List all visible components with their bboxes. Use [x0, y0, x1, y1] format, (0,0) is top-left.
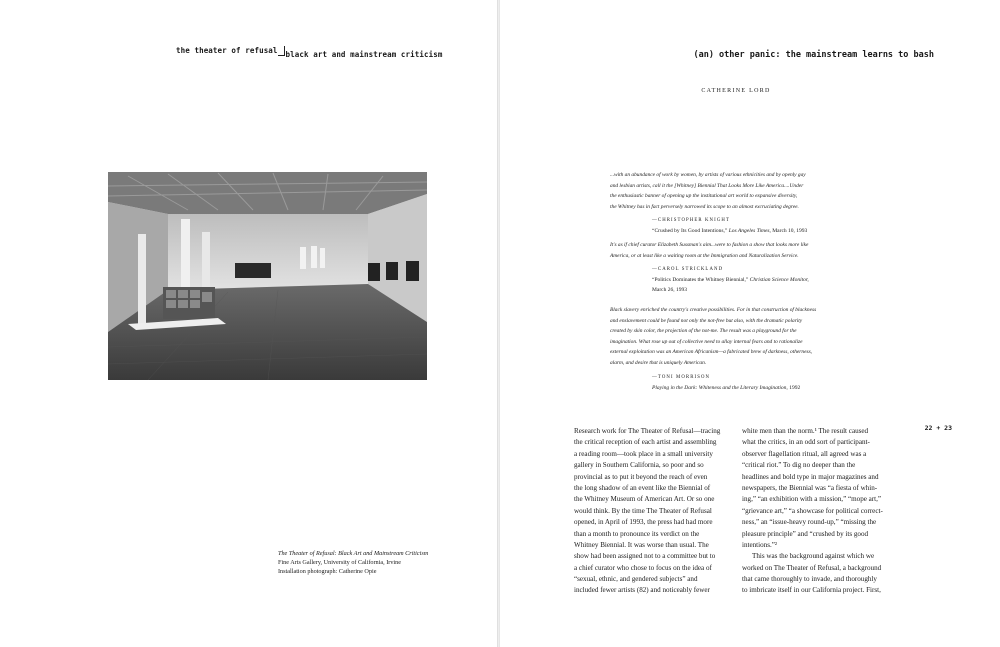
photo-caption — [278, 549, 428, 576]
attribution-work — [652, 383, 872, 393]
body-line: ness,” an “issue-heavy round-up,” “missing the — [742, 518, 877, 527]
running-head-separator — [278, 46, 285, 56]
chapter-title: (an) other panic: the mainstream learns to bash — [693, 50, 934, 60]
work-publication: Los Angeles Times, — [728, 228, 771, 235]
body-line: what the critics, in an odd sort of participant- — [742, 438, 870, 447]
attribution-work — [652, 226, 872, 236]
work-title: Playing in the Dark: Whiteness and the Literary Imagination, — [652, 384, 788, 391]
epigraph-strickland — [610, 240, 872, 295]
attribution-work — [652, 275, 872, 285]
work-date: March 10, 1993 — [772, 228, 808, 235]
caption-title: The Theater of Refusal: Black Art and Mainstream Criticism — [278, 550, 429, 557]
epigraph-line: alarm, and desire that is uniquely American. — [610, 359, 707, 366]
body-line: included fewer artists (82) and noticeably fewer — [574, 586, 710, 595]
body-line: worked on The Theater of Refusal, a background — [742, 563, 882, 572]
body-line: the critical reception of each artist and assembling — [574, 438, 717, 447]
epigraph-line: ...with an abundance of work by women, by artists of various ethnicities and by openly gay — [610, 172, 806, 178]
body-line: that came thoroughly to invade, and thoroughly — [742, 575, 877, 584]
body-line: provincial as to put it beyond the reach of even — [574, 472, 708, 481]
body-line: Research work for The Theater of Refusal—tracing — [574, 427, 721, 435]
work-quote: “Crushed by Its Good Intentions,” — [652, 228, 728, 235]
right-page — [500, 0, 1000, 647]
epigraph-morrison — [610, 305, 872, 393]
caption-credit: Installation photograph: Catherine Opie — [278, 568, 377, 575]
work-date: March 26, 1993 — [652, 287, 687, 294]
epigraph-line: imagination. What rose up out of collective need to allay internal fears and to rationalize — [610, 338, 803, 345]
body-line: to imbricate itself in our California project. First, — [742, 586, 881, 595]
work-date: 1992 — [789, 384, 801, 391]
epigraph-attribution — [652, 216, 872, 236]
work-publication: Christian Science Monitor, — [749, 277, 809, 284]
body-line: pleasure principle” and “crushed by its good — [742, 529, 869, 538]
epigraph-knight — [610, 170, 872, 236]
body-column-2 — [742, 426, 897, 597]
epigraph-line: and enslavement could be found not only the not-free but also, with the dramatic polarity — [610, 317, 803, 324]
body-line: gallery in Southern California, so poor and so — [574, 461, 704, 470]
author-name: CATHERINE LORD — [701, 88, 771, 94]
body-line: observer flagellation ritual, all agreed was a — [742, 449, 867, 458]
body-line: opened, in April of 1993, the press had had more — [574, 518, 713, 527]
attribution-name: —CHRISTOPHER KNIGHT — [652, 218, 730, 224]
caption-venue: Fine Arts Gallery, University of California, Irvine — [278, 559, 401, 566]
epigraph-line: the Whitney has in fact perversely narrowed its scope to an almost excruciating degree. — [610, 203, 799, 210]
body-line: intentions.”² — [742, 540, 778, 549]
left-page — [0, 0, 497, 647]
body-line: than a month to pronounce its verdict on the — [574, 529, 700, 538]
body-line: newspapers, the Biennial was “a fiesta of whin- — [742, 483, 878, 492]
epigraph-attribution — [652, 265, 872, 295]
epigraph-line: the enthusiastic banner of opening up the institutional art world to expansive diversity, — [610, 193, 798, 200]
body-column-1 — [574, 426, 729, 597]
epigraph-attribution — [652, 373, 872, 393]
running-head-part-a: the theater of refusal — [176, 46, 278, 55]
gallery-photo-graphic — [108, 172, 427, 380]
body-line: a reading room—took place in a small university — [574, 449, 713, 458]
attribution-name: —CAROL STRICKLAND — [652, 267, 724, 273]
attribution-name: —TONI MORRISON — [652, 374, 711, 380]
page-folio: 22 + 23 — [924, 424, 952, 432]
epigraph-line: and lesbian artists, call it the [Whitney] Biennial That Looks More Like America....Under — [610, 182, 804, 189]
body-line: the long shadow of an event like the Biennial of — [574, 483, 711, 492]
work-quote: “Politics Dominates the Whitney Biennial,” — [652, 277, 749, 284]
running-head-part-b: black art and mainstream criticism — [285, 50, 443, 59]
epigraph-line: external exploitation was an American Africanism—a fabricated brew of darkness, otherness, — [610, 349, 813, 356]
body-line: This was the background against which we — [752, 552, 875, 561]
body-line: show had been assigned not to a committee but to — [574, 552, 716, 561]
installation-photo — [108, 172, 427, 380]
body-line: the Whitney Museum of American Art. Or so one — [574, 495, 715, 504]
body-line: would think. By the time The Theater of Refusal — [574, 506, 712, 515]
body-line: headlines and bold type in major magazines and — [742, 472, 879, 481]
body-line: “grievance art,” “a showcase for political correct- — [742, 506, 883, 515]
body-line: a chief curator who chose to focus on the idea of — [574, 563, 712, 572]
epigraph-line: America, or at least like a waiting room at the Immigration and Naturalization Service. — [610, 252, 799, 259]
epigraph-line: It's as if chief curator Elizabeth Sussman's aim...were to fashion a show that looks more like — [610, 242, 809, 248]
epigraph-line: Black slavery enriched the country's creative possibilities. For in that construction of blackness — [610, 307, 817, 313]
running-head-left — [176, 46, 443, 59]
body-line: “sexual, ethnic, and gendered subjects” and — [574, 575, 698, 584]
epigraph-line: created by skin color, the projection of the not-me. The result was a playground for the — [610, 328, 797, 335]
body-line: Whitney Biennial. It was worse than usual. The — [574, 540, 709, 549]
body-line: “critical riot.” To dig no deeper than the — [742, 461, 856, 470]
body-line: white men than the norm.¹ The result caused — [742, 427, 869, 435]
body-line: ing,” “an exhibition with a mission,” “mope art,” — [742, 495, 882, 504]
